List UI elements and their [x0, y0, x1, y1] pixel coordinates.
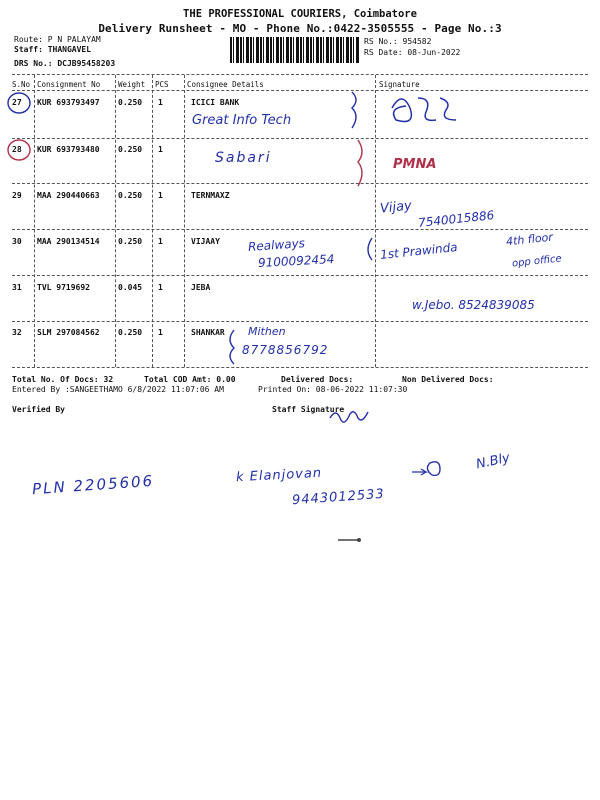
- col-consignee: Consignee Details: [187, 80, 264, 89]
- brace-mark-30: [368, 238, 372, 260]
- row-consignment: SLM 297084562: [37, 328, 100, 337]
- row-consignment: MAA 290440663: [37, 191, 100, 200]
- row-pcs: 1: [158, 98, 163, 107]
- hw-bottom-left: PLN 2205606: [31, 471, 155, 499]
- row-weight: 0.250: [118, 191, 143, 200]
- hw-bottom-phone: 9443012533: [291, 486, 386, 509]
- hw-row27-details: Great Info Tech: [192, 113, 292, 128]
- col-consignment: Consignment No: [37, 80, 101, 89]
- signature-scribble-27: [392, 98, 456, 122]
- circle-mark-28: [8, 140, 30, 160]
- rs-number: RS No.: 954582: [364, 37, 432, 46]
- row-weight: 0.250: [118, 237, 143, 246]
- hw-row30-name: Realways: [247, 236, 306, 254]
- drs-number: DRS No.: DCJB95458203: [14, 59, 116, 68]
- hw-row28-details: Sabari: [215, 150, 272, 166]
- row-sno: 31: [12, 283, 22, 292]
- row-weight: 0.045: [118, 283, 143, 292]
- row-sno: 32: [12, 328, 22, 337]
- delivered-docs: Delivered Docs:: [281, 375, 354, 384]
- circle-mark-27: [8, 93, 30, 113]
- row-weight: 0.250: [118, 145, 143, 154]
- bottom-circle-mark: [427, 462, 440, 476]
- col-weight: Weight: [118, 80, 146, 89]
- brace-mark-32: [230, 330, 234, 364]
- staff: Staff: THANGAVEL: [14, 45, 92, 54]
- row-consignment: KUR 693793497: [37, 98, 100, 107]
- row-pcs: 1: [158, 328, 163, 337]
- hw-row30-sig-line1: 1st Prawinda: [379, 239, 459, 263]
- hw-row30-sig-line3: opp office: [511, 253, 563, 270]
- col-sno: S.No: [12, 80, 31, 89]
- row-consignment: KUR 693793480: [37, 145, 100, 154]
- row-consignee: TERNMAXZ: [191, 191, 230, 200]
- verified-by: Verified By: [12, 405, 65, 414]
- hw-row32-name: Mithen: [248, 325, 286, 338]
- hw-bottom-name: k Elanjovan: [235, 465, 323, 486]
- hw-row28-signature: PMNA: [393, 157, 437, 172]
- row-sno: 30: [12, 237, 22, 246]
- hw-row32-phone: 8778856792: [242, 343, 329, 357]
- brace-mark-28: [358, 140, 362, 186]
- row-sno: 29: [12, 191, 22, 200]
- hw-row29-phone: 7540015886: [417, 208, 495, 230]
- row-weight: 0.250: [118, 328, 143, 337]
- rs-date: RS Date: 08-Jun-2022: [364, 48, 461, 57]
- entered-by: Entered By :SANGEETHAMO 6/8/2022 11:07:06 AM: [12, 385, 224, 394]
- printed-on: Printed On: 08-06-2022 11:07:30: [258, 385, 408, 394]
- row-pcs: 1: [158, 283, 163, 292]
- row-consignee: SHANKAR: [191, 328, 225, 337]
- pin-head: [357, 538, 361, 542]
- row-consignee: JEBA: [191, 283, 211, 292]
- row-consignee: ICICI BANK: [191, 98, 240, 107]
- row-sno: 27: [12, 98, 22, 107]
- hw-row31-signature: w.Jebo. 8524839085: [412, 298, 535, 312]
- total-cod: Total COD Amt: 0.00: [144, 375, 236, 384]
- row-consignment: MAA 290134514: [37, 237, 100, 246]
- hw-row30-sig-line2: 4th floor: [505, 230, 554, 249]
- hw-row30-phone: 9100092454: [257, 252, 335, 270]
- col-signature: Signature: [379, 80, 420, 89]
- brace-mark-27: [352, 92, 356, 128]
- row-sno: 28: [12, 145, 22, 154]
- hw-bottom-right: N.Bly: [474, 450, 512, 473]
- staff-signature-label: Staff Signature: [272, 405, 345, 414]
- non-delivered-docs: Non Delivered Docs:: [402, 375, 494, 384]
- row-consignment: TVL 9719692: [37, 283, 90, 292]
- route: Route: P N PALAYAM: [14, 35, 101, 44]
- total-docs: Total No. Of Docs: 32: [12, 375, 114, 384]
- row-pcs: 1: [158, 191, 163, 200]
- row-consignee: VIJAAY: [191, 237, 220, 246]
- col-pcs: PCS: [155, 80, 169, 89]
- company-name: THE PROFESSIONAL COURIERS, Coimbatore: [183, 8, 417, 20]
- row-pcs: 1: [158, 237, 163, 246]
- row-weight: 0.250: [118, 98, 143, 107]
- arrow-mark: [412, 469, 426, 475]
- row-pcs: 1: [158, 145, 163, 154]
- hw-row29-name: Vijay: [379, 198, 413, 217]
- runsheet-title: Delivery Runsheet - MO - Phone No.:0422-3505555 - Page No.:3: [98, 22, 502, 35]
